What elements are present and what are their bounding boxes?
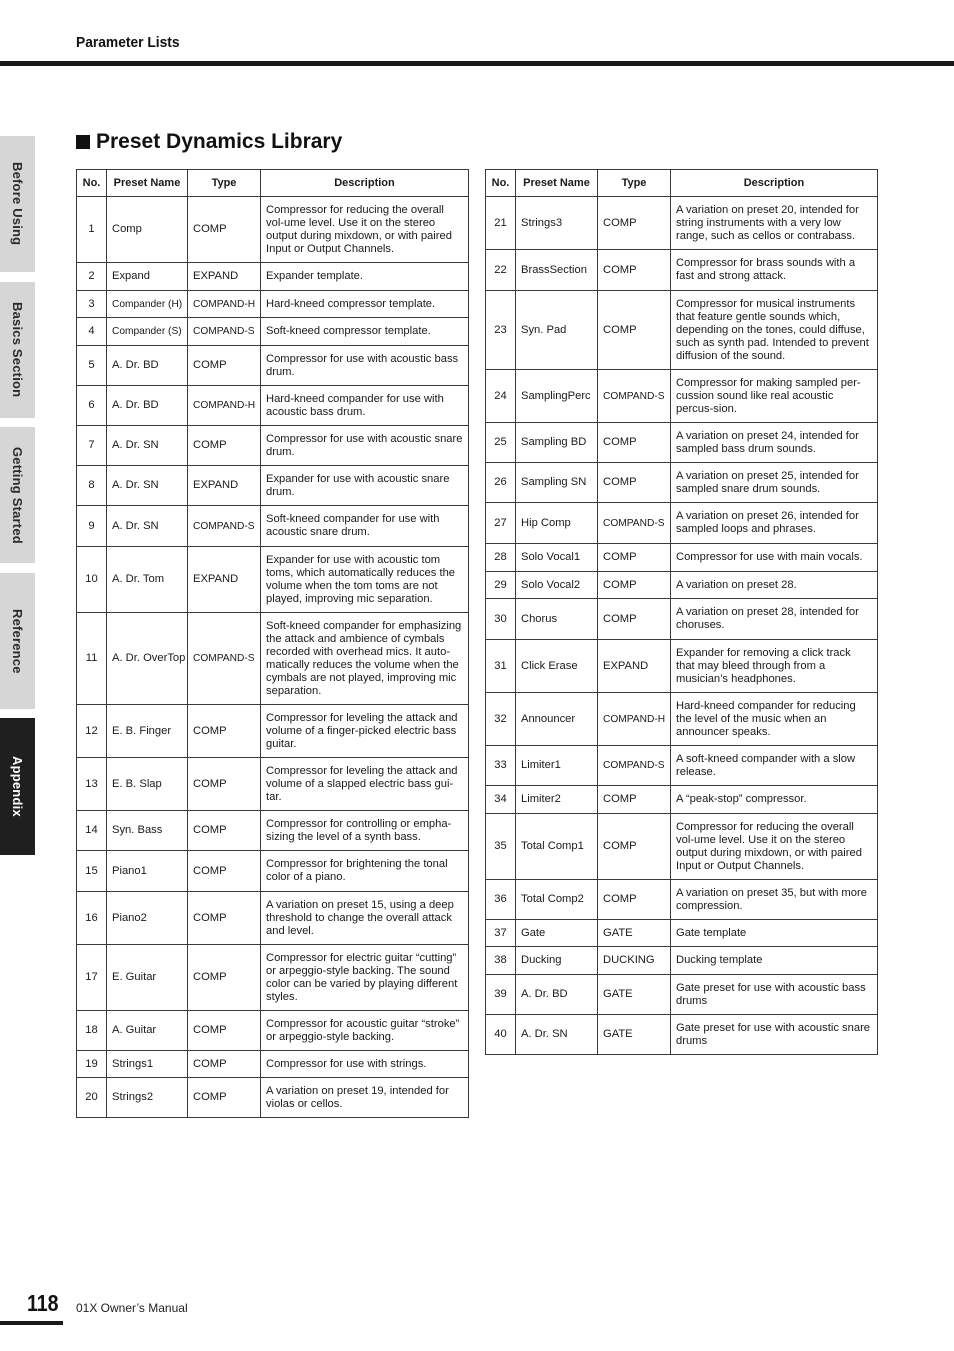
preset-number: 25 xyxy=(486,423,516,463)
preset-number: 35 xyxy=(486,814,516,880)
preset-table-left xyxy=(76,169,469,1118)
preset-name: Compander (S) xyxy=(107,318,188,346)
preset-type: COMP xyxy=(188,851,261,892)
preset-number: 37 xyxy=(486,920,516,947)
preset-name: E. B. Slap xyxy=(107,758,188,811)
preset-number: 1 xyxy=(77,197,107,263)
preset-number: 29 xyxy=(486,572,516,599)
table-row xyxy=(77,811,469,851)
table-body xyxy=(486,197,878,1055)
preset-description: A variation on preset 20, intended for string instruments with a very low range, such as cellos or contrabass. xyxy=(671,197,878,250)
preset-number: 11 xyxy=(77,613,107,705)
preset-number: 20 xyxy=(77,1078,107,1118)
preset-type: COMP xyxy=(598,880,671,920)
table-row xyxy=(486,640,878,693)
preset-type: COMP xyxy=(598,423,671,463)
preset-name: Piano2 xyxy=(107,892,188,945)
table-row xyxy=(77,758,469,811)
preset-number: 8 xyxy=(77,466,107,506)
preset-type: COMP xyxy=(598,599,671,640)
preset-type: COMP xyxy=(598,544,671,572)
preset-description: Expander for removing a click track that may bleed through from a musician’s headphones. xyxy=(671,640,878,693)
preset-type: COMP xyxy=(598,572,671,599)
table-row xyxy=(77,318,469,346)
preset-description: Compressor for brass sounds with a fast and strong attack. xyxy=(671,250,878,291)
header-type: Type xyxy=(598,170,671,197)
preset-type: COMP xyxy=(188,811,261,851)
table-body xyxy=(77,197,469,1118)
preset-number: 38 xyxy=(486,947,516,975)
preset-type: COMP xyxy=(188,346,261,386)
table-row xyxy=(486,463,878,503)
preset-type: COMP xyxy=(598,197,671,250)
preset-description: Gate preset for use with acoustic bass drums xyxy=(671,975,878,1015)
preset-description: A variation on preset 19, intended for violas or cellos. xyxy=(261,1078,469,1118)
preset-description: Compressor for reducing the overall vol-ume level. Use it on the stereo output during mixdown, or with paired Input or Output Channels. xyxy=(261,197,469,263)
preset-name: Piano1 xyxy=(107,851,188,892)
preset-number: 17 xyxy=(77,945,107,1011)
preset-number: 34 xyxy=(486,786,516,814)
preset-number: 40 xyxy=(486,1015,516,1055)
preset-description: Compressor for leveling the attack and volume of a slapped electric bass gui-tar. xyxy=(261,758,469,811)
preset-description: Compressor for controlling or empha-sizing the level of a synth bass. xyxy=(261,811,469,851)
preset-name: A. Dr. BD xyxy=(107,386,188,426)
side-tab-appendix[interactable] xyxy=(0,718,35,855)
preset-name: Gate xyxy=(516,920,598,947)
table-row xyxy=(486,814,878,880)
preset-description: Compressor for making sampled per-cussion sound like real acoustic percus-sion. xyxy=(671,370,878,423)
manual-name: 01X Owner’s Manual xyxy=(76,1301,188,1315)
running-header-title: Parameter Lists xyxy=(76,34,180,51)
table-row xyxy=(77,386,469,426)
preset-number: 2 xyxy=(77,263,107,291)
preset-type: COMPAND-H xyxy=(188,386,261,426)
table-row xyxy=(77,705,469,758)
preset-number: 26 xyxy=(486,463,516,503)
preset-type: COMPAND-S xyxy=(188,318,261,346)
table-row xyxy=(486,572,878,599)
preset-name: A. Dr. Tom xyxy=(107,547,188,613)
preset-description: Compressor for leveling the attack and volume of a finger-picked electric bass guitar. xyxy=(261,705,469,758)
preset-number: 21 xyxy=(486,197,516,250)
preset-name: Strings2 xyxy=(107,1078,188,1118)
preset-description: A variation on preset 28. xyxy=(671,572,878,599)
table-row xyxy=(77,263,469,291)
table-row xyxy=(77,547,469,613)
preset-number: 33 xyxy=(486,746,516,786)
section-heading xyxy=(76,130,342,154)
preset-description: Hard-kneed compander for reducing the level of the music when an announcer speaks. xyxy=(671,693,878,746)
section-title: Preset Dynamics Library xyxy=(96,130,343,153)
table-row xyxy=(77,1011,469,1051)
preset-type: COMP xyxy=(188,705,261,758)
side-tab-label: Appendix xyxy=(10,756,25,817)
preset-name: Sampling SN xyxy=(516,463,598,503)
side-tab-reference[interactable] xyxy=(0,573,35,709)
preset-number: 4 xyxy=(77,318,107,346)
preset-type: GATE xyxy=(598,920,671,947)
preset-description: Expander for use with acoustic tom toms, which automatically reduces the volume when the tom toms are not played, improving mic separation. xyxy=(261,547,469,613)
preset-description: Compressor for acoustic guitar “stroke” or arpeggio-style backing. xyxy=(261,1011,469,1051)
preset-description: Soft-kneed compander for emphasizing the attack and ambience of cymbals recorded with overhead mics. It auto-matically reduces the volume when the cymbals are not played, improving mic separation. xyxy=(261,613,469,705)
preset-name: Total Comp1 xyxy=(516,814,598,880)
preset-number: 10 xyxy=(77,547,107,613)
preset-number: 14 xyxy=(77,811,107,851)
table-row xyxy=(77,892,469,945)
preset-number: 28 xyxy=(486,544,516,572)
preset-description: Gate preset for use with acoustic snare drums xyxy=(671,1015,878,1055)
preset-type: EXPAND xyxy=(188,466,261,506)
table-row xyxy=(486,544,878,572)
preset-number: 15 xyxy=(77,851,107,892)
preset-description: Compressor for musical instruments that feature gentle sounds which, depending on the tones, could diffuse, such as synth pad. Intended to prevent diffusion of the sound. xyxy=(671,291,878,370)
preset-type: COMPAND-S xyxy=(598,746,671,786)
preset-description: A variation on preset 26, intended for sampled loops and phrases. xyxy=(671,503,878,544)
preset-type: COMPAND-H xyxy=(598,693,671,746)
preset-number: 12 xyxy=(77,705,107,758)
preset-name: BrassSection xyxy=(516,250,598,291)
table-row xyxy=(486,599,878,640)
preset-name: Compander (H) xyxy=(107,291,188,318)
preset-description: A variation on preset 15, using a deep threshold to change the overall attack and level. xyxy=(261,892,469,945)
preset-name: SamplingPerc xyxy=(516,370,598,423)
preset-description: A “peak-stop” compressor. xyxy=(671,786,878,814)
side-tab-basics-section[interactable] xyxy=(0,282,35,418)
preset-name: Click Erase xyxy=(516,640,598,693)
preset-number: 22 xyxy=(486,250,516,291)
table-header-row xyxy=(486,170,878,197)
preset-type: COMP xyxy=(598,463,671,503)
side-tab-label: Basics Section xyxy=(10,302,25,398)
header-description: Description xyxy=(261,170,469,197)
preset-type: EXPAND xyxy=(188,263,261,291)
preset-name: Chorus xyxy=(516,599,598,640)
preset-description: A variation on preset 25, intended for sampled snare drum sounds. xyxy=(671,463,878,503)
preset-type: COMPAND-H xyxy=(188,291,261,318)
preset-number: 36 xyxy=(486,880,516,920)
side-tab-label: Getting Started xyxy=(10,446,25,544)
preset-type: COMPAND-S xyxy=(188,506,261,547)
preset-type: COMPAND-S xyxy=(598,503,671,544)
header-preset-name: Preset Name xyxy=(516,170,598,197)
preset-name: A. Dr. SN xyxy=(107,426,188,466)
table-row xyxy=(486,503,878,544)
preset-name: A. Dr. SN xyxy=(107,466,188,506)
preset-description: Compressor for brightening the tonal color of a piano. xyxy=(261,851,469,892)
table-row xyxy=(486,250,878,291)
header-no: No. xyxy=(77,170,107,197)
preset-name: Limiter2 xyxy=(516,786,598,814)
preset-description: Compressor for reducing the overall vol-ume level. Use it on the stereo output during mixdown, or with paired Input or Output Channels. xyxy=(671,814,878,880)
page-number: 118 xyxy=(27,1290,59,1316)
preset-description: A soft-kneed compander with a slow release. xyxy=(671,746,878,786)
preset-description: Compressor for use with main vocals. xyxy=(671,544,878,572)
preset-name: E. Guitar xyxy=(107,945,188,1011)
header-no: No. xyxy=(486,170,516,197)
side-tab-getting-started[interactable] xyxy=(0,427,35,563)
preset-name: Solo Vocal1 xyxy=(516,544,598,572)
preset-type: COMP xyxy=(598,786,671,814)
preset-table-right xyxy=(485,169,878,1055)
preset-number: 27 xyxy=(486,503,516,544)
header-type: Type xyxy=(188,170,261,197)
preset-number: 32 xyxy=(486,693,516,746)
table-row xyxy=(486,423,878,463)
preset-name: A. Dr. SN xyxy=(516,1015,598,1055)
preset-description: Soft-kneed compander for use with acoustic snare drum. xyxy=(261,506,469,547)
preset-name: Total Comp2 xyxy=(516,880,598,920)
preset-number: 31 xyxy=(486,640,516,693)
preset-type: COMP xyxy=(188,945,261,1011)
preset-description: Expander for use with acoustic snare drum. xyxy=(261,466,469,506)
preset-type: COMP xyxy=(188,758,261,811)
preset-number: 9 xyxy=(77,506,107,547)
preset-type: EXPAND xyxy=(598,640,671,693)
preset-type: COMPAND-S xyxy=(188,613,261,705)
table-row xyxy=(486,786,878,814)
side-tab-label: Before Using xyxy=(10,162,25,246)
preset-name: Solo Vocal2 xyxy=(516,572,598,599)
table-row xyxy=(77,466,469,506)
preset-name: Sampling BD xyxy=(516,423,598,463)
preset-name: Expand xyxy=(107,263,188,291)
preset-name: E. B. Finger xyxy=(107,705,188,758)
table-row xyxy=(486,947,878,975)
preset-type: COMP xyxy=(598,250,671,291)
preset-description: Compressor for electric guitar “cutting” or arpeggio-style backing. The sound color can be varied by playing different styles. xyxy=(261,945,469,1011)
table-row xyxy=(77,945,469,1011)
table-row xyxy=(486,197,878,250)
preset-description: Hard-kneed compressor template. xyxy=(261,291,469,318)
preset-name: Ducking xyxy=(516,947,598,975)
preset-type: COMP xyxy=(188,1078,261,1118)
preset-name: A. Dr. BD xyxy=(516,975,598,1015)
preset-number: 23 xyxy=(486,291,516,370)
table-row xyxy=(486,880,878,920)
table-row xyxy=(486,920,878,947)
side-tab-label: Reference xyxy=(10,608,25,674)
table-row xyxy=(77,291,469,318)
preset-description: Expander template. xyxy=(261,263,469,291)
preset-number: 18 xyxy=(77,1011,107,1051)
preset-type: GATE xyxy=(598,975,671,1015)
preset-description: Compressor for use with acoustic snare drum. xyxy=(261,426,469,466)
table-header-row xyxy=(77,170,469,197)
preset-name: A. Dr. OverTop xyxy=(107,613,188,705)
preset-description: A variation on preset 24, intended for sampled bass drum sounds. xyxy=(671,423,878,463)
table-row xyxy=(486,746,878,786)
preset-type: GATE xyxy=(598,1015,671,1055)
preset-number: 30 xyxy=(486,599,516,640)
side-tab-before-using[interactable] xyxy=(0,136,35,272)
preset-type: EXPAND xyxy=(188,547,261,613)
footer-rule xyxy=(0,1321,63,1325)
table-row xyxy=(77,613,469,705)
table-row xyxy=(486,370,878,423)
preset-number: 19 xyxy=(77,1051,107,1078)
preset-type: COMPAND-S xyxy=(598,370,671,423)
preset-type: COMP xyxy=(188,426,261,466)
table-row xyxy=(77,1078,469,1118)
preset-number: 24 xyxy=(486,370,516,423)
preset-type: COMP xyxy=(188,1011,261,1051)
preset-description: Gate template xyxy=(671,920,878,947)
table-row xyxy=(77,506,469,547)
preset-name: Announcer xyxy=(516,693,598,746)
preset-name: Limiter1 xyxy=(516,746,598,786)
preset-name: Strings1 xyxy=(107,1051,188,1078)
preset-number: 39 xyxy=(486,975,516,1015)
preset-type: COMP xyxy=(188,197,261,263)
preset-number: 16 xyxy=(77,892,107,945)
table-row xyxy=(77,346,469,386)
table-row xyxy=(486,1015,878,1055)
preset-number: 3 xyxy=(77,291,107,318)
preset-name: Syn. Bass xyxy=(107,811,188,851)
preset-description: Soft-kneed compressor template. xyxy=(261,318,469,346)
preset-type: COMP xyxy=(598,814,671,880)
preset-name: Hip Comp xyxy=(516,503,598,544)
preset-description: Hard-kneed compander for use with acoustic bass drum. xyxy=(261,386,469,426)
preset-name: A. Dr. BD xyxy=(107,346,188,386)
header-description: Description xyxy=(671,170,878,197)
preset-type: DUCKING xyxy=(598,947,671,975)
preset-name: A. Dr. SN xyxy=(107,506,188,547)
preset-name: Syn. Pad xyxy=(516,291,598,370)
preset-description: A variation on preset 35, but with more compression. xyxy=(671,880,878,920)
header-preset-name: Preset Name xyxy=(107,170,188,197)
table-row xyxy=(77,851,469,892)
preset-description: Ducking template xyxy=(671,947,878,975)
preset-number: 7 xyxy=(77,426,107,466)
preset-number: 6 xyxy=(77,386,107,426)
preset-description: Compressor for use with acoustic bass drum. xyxy=(261,346,469,386)
preset-name: A. Guitar xyxy=(107,1011,188,1051)
preset-number: 13 xyxy=(77,758,107,811)
preset-name: Strings3 xyxy=(516,197,598,250)
preset-description: Compressor for use with strings. xyxy=(261,1051,469,1078)
header-rule xyxy=(0,61,954,66)
preset-name: Comp xyxy=(107,197,188,263)
table-row xyxy=(77,1051,469,1078)
table-row xyxy=(486,975,878,1015)
preset-description: A variation on preset 28, intended for choruses. xyxy=(671,599,878,640)
preset-type: COMP xyxy=(188,892,261,945)
preset-type: COMP xyxy=(598,291,671,370)
table-row xyxy=(77,426,469,466)
preset-type: COMP xyxy=(188,1051,261,1078)
table-row xyxy=(77,197,469,263)
square-bullet-icon xyxy=(76,135,90,149)
preset-number: 5 xyxy=(77,346,107,386)
table-row xyxy=(486,291,878,370)
table-row xyxy=(486,693,878,746)
